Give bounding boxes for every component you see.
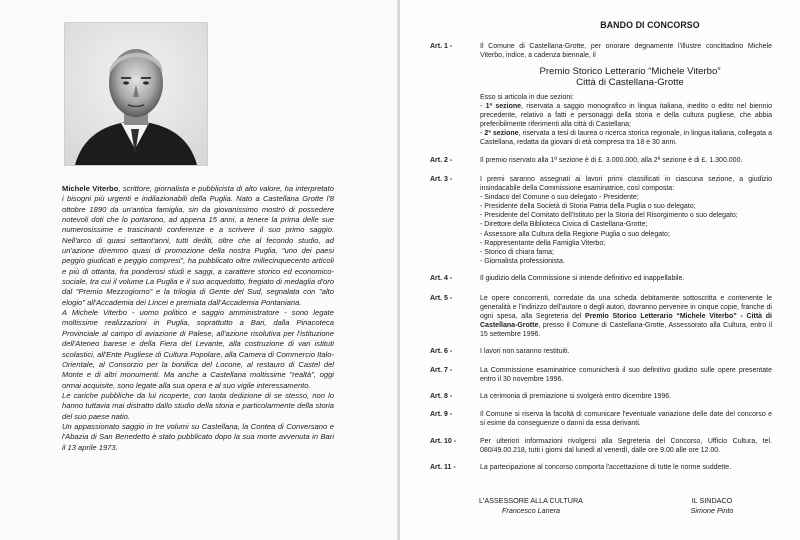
article-1-text: Il Comune di Castellana-Grotte, per onorare degnamente l'illustre concittadino Michele Viterbo, indice, a cadenza biennale, il [480,43,772,60]
list-item: - Presidente del Comitato dell'Istituto per la Storia del Risorgimento o suo delegato; [480,212,738,220]
sections-intro: Esso si articola in due sezioni: [480,94,574,101]
left-page [0,0,398,540]
prize-title-line-1: Premio Storico Letterario “Michele Viterbo” [539,66,721,77]
portrait-image [65,23,207,165]
signature-assessore-name: Francesco Lanera [502,506,560,515]
article-8-text: La cerimonia di premiazione si svolgerà entro dicembre 1996. [480,393,672,400]
signature-sindaco-role: IL SINDACO [691,496,733,505]
article-4-label: Art. 4 - [430,275,453,282]
bio-paragraph-4: Un appassionato saggio in tre volumi su Castellana, la Contea di Conversano e l'Abazia di San Benedetto è stato pubblicato dopo la sua morte avvenuta in Bari il 13 aprile 1973. [62,421,334,452]
article-5-text-a: Le opere concorrenti, corredate da una scheda debitamente sottoscritta e contenente le generalità e l'indirizzo dell'autore o degli autori, dovranno pervenire in cinque copie, franche di ogni spesa, alla Segreteria del [480,295,772,321]
article-2-label: Art. 2 - [430,157,453,164]
article-9-text: Il Comune si riserva la facoltà di comunicare l'eventuale variazione delle date del concorso e si esime da conseguenze o danni da essa derivanti. [480,411,772,428]
section-2-text: , riservata a tesi di laurea o ricerca storica regionale, in lingua italiana, collegata a Castellana, redatta da giovani di età compresa tra 18 e 30 anni. [480,130,772,147]
prize-title [480,66,780,88]
biography-text [62,184,334,453]
bio-name: Michele Viterbo [62,184,119,193]
article-3-text: I premi saranno assegnati ai lavori primi classificati in ciascuna sezione, a giudizio insindacabile della Commissione esaminatrice, così composta: [480,176,772,193]
sections-block [430,93,772,148]
article-2 [430,156,772,165]
signature-sindaco-name: Simone Pinto [690,506,734,515]
article-7-text: La Commissione esaminatrice comunicherà il suo definitivo giudizio sulle opere presentate entro il 30 novembre 1996. [480,367,772,384]
section-1-text: , riservata a saggio monografico in lingua italiana, inedito o edito nel biennio precedente, relativo a fatti e personaggi della storia e della cultura pugliese, che abbia preferibilmente riferimenti alla città di Castellana; [480,103,772,129]
list-item: - Presidente della Società di Storia Patria della Puglia o suo delegato; [480,203,696,211]
article-6-text: I lavori non saranno restituiti. [480,348,570,355]
article-7-label: Art. 7 - [430,367,453,374]
list-item: - Storico di chiara fama; [480,248,554,256]
right-page [400,0,800,540]
article-10-label: Art. 10 - [430,438,457,445]
article-10 [430,437,772,455]
list-item: - Assessore alla Cultura della Regione Puglia o suo delegato; [480,230,670,238]
article-4-text: Il giudizio della Commissione si intende definitivo ed inappellabile. [480,275,685,282]
bio-paragraph-2: A Michele Viterbo - uomo politico e saggio amministratore - sono legate moltissime realizzazioni in Puglia, soprattutto a Bari, dalla Pinacoteca Provinciale al campo di aviazione di Palese, all'azione risolutiva per l'istituzione dell'Ateneo barese e della Fiera del Levante, alla costruzione di vari istituti scolastici, all'Ente Pugliese di Cultura Popolare, alla Camera di Commercio Italo-Orientale, al Consorzio per la bonifica del Locone, al restauro di Castel del Monte e di altri monumenti. Ma anche a Castellana moltissime "realtà", oggi ormai acquisite, sono legate alla sua opera e al suo vigile interessamento. [62,308,334,390]
page-title: BANDO DI CONCORSO [600,20,700,30]
article-3 [430,175,772,266]
article-10-text: Per ulteriori informazioni rivolgersi alla Segreteria del Concorso, Ufficio Cultura, tel. 080/49.00.218, tutti i giorni dal lunedì al venerdì, dalle ore 9.00 alle ore 12.00. [480,438,772,455]
article-11-label: Art. 11 - [430,464,456,471]
article-1 [430,42,772,60]
signature-assessore [456,496,606,516]
signature-assessore-role: L'ASSESSORE ALLA CULTURA [479,496,583,505]
article-5-bold: Premio Storico Letterario “Michele Viterbo” - Città di Castellana-Grotte [480,313,773,330]
article-6 [430,347,772,356]
article-3-text-block [480,175,772,266]
portrait-photo [64,22,208,166]
section-2: - 2ª sezione, riservata a tesi di laurea o ricerca storica regionale, in lingua italiana, collegata a Castellana, redatta da giovani di età compresa tra 18 e 30 anni. [480,130,772,147]
article-11-text: La partecipazione al concorso comporta l'accettazione di tutte le norme suddette. [480,464,732,471]
article-5-text-b: , presso il Comune di Castellana-Grotte, Assessorato alla Cultura, entro il 15 settembre 1996. [480,322,772,339]
bio-paragraph-3: Le cariche pubbliche da lui ricoperte, con tanta dedizione di se stesso, non lo hanno tuttavia mai distratto dallo studio della storia e particolarmente della storia del suo paese natio. [62,390,334,421]
article-7 [430,366,772,384]
bio-paragraph-1: , scrittore, giornalista e pubblicista di alto valore, ha interpretato i bisogni più urgenti e indilazionabili della Puglia. Nato a Castellana Grotte l'8 ottobre 1890 da un'antica famiglia, sin da giovanissimo mostrò di possedere notevoli doti che lo portarono, ad appena 15 anni, a tenere la prima delle sue numerosissime e trascinanti conferenze e a scrivere il suo primo saggio. Nell'arco di quasi settant'anni, tutti dediti, oltre che al fecondo studio, ad un'azione diremmo quasi di promozione della nostra Puglia, "uno dei paesi peggio giudicati e peggio compresi", ha pubblicato oltre millecinquecento articoli e più di ottanta, fra ponderosi studi e saggi, a carattere storico ed economico-sociale, tra cui il volume La Puglia e il suo acquedotto, fregiato di medaglia d'oro dal "Premio Mezzogiorno" e la trilogia di Gente del Sud, segnalata con "alto elogio" all'Accademia dei Lincei e premiata dall'Accademia Pontaniana. [62,184,334,307]
section-2-label: 2ª sezione [484,130,519,138]
section-1-label: 1ª sezione [485,103,522,111]
article-1-label: Art. 1 - [430,43,453,50]
article-6-label: Art. 6 - [430,348,453,355]
article-4 [430,274,772,283]
article-9 [430,410,772,428]
list-item: - Giornalista professionista. [480,257,565,265]
list-item: - Sindaco del Comune o suo delegato - Presidente; [480,194,639,202]
article-2-text: Il premio riservato alla 1ª sezione è di £. 3.000.000, alla 2ª sezione è di £. 1.300.000. [480,157,743,164]
prize-title-line-2: Città di Castellana-Grotte [576,77,684,89]
article-11 [430,463,772,472]
article-9-label: Art. 9 - [430,411,453,418]
commission-members-list [480,193,772,266]
section-1: - 1ª sezione, riservata a saggio monografico in lingua italiana, inedito o edito nel biennio precedente, relativo a fatti e personaggi della storia e della cultura pugliese, che abbia preferibilmente riferimenti alla città di Castellana; [480,103,772,129]
article-5 [430,294,772,339]
list-item: - Rappresentante della Famiglia Viterbo; [480,239,606,247]
sections-block-text [480,93,772,148]
article-3-label: Art. 3 - [430,176,453,183]
article-8 [430,392,772,401]
article-8-label: Art. 8 - [430,393,453,400]
list-item: - Direttore della Biblioteca Civica di Castellana-Grotte; [480,221,648,229]
article-5-label: Art. 5 - [430,295,453,302]
article-5-text [480,294,772,339]
bio-paragraph [62,184,334,308]
signature-sindaco [662,496,762,516]
